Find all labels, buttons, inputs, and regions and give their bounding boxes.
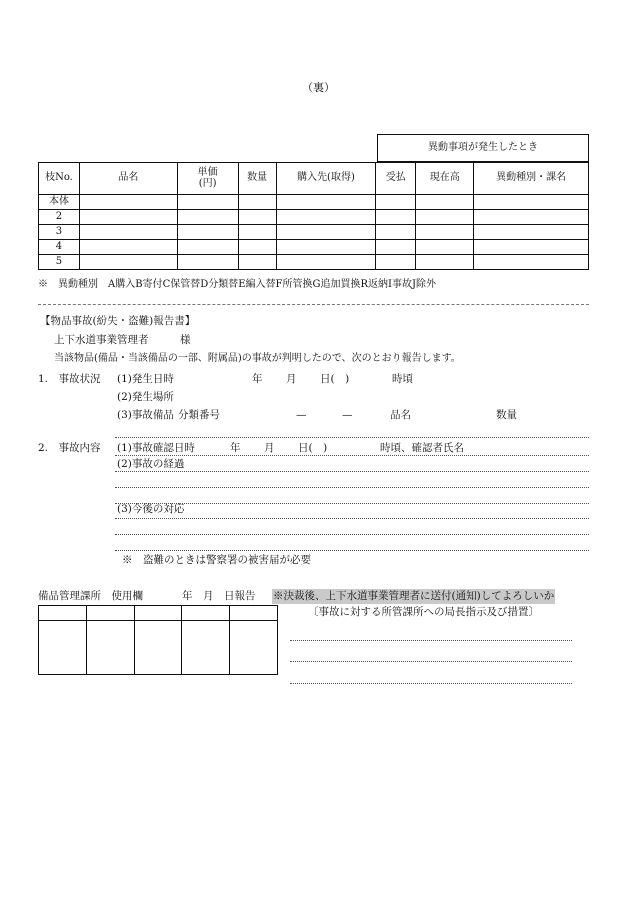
section-divider: [38, 304, 589, 305]
section1-month: 月: [286, 373, 297, 385]
write-line: [115, 534, 589, 535]
table-row: [39, 240, 589, 255]
stamp-header-cell: [182, 606, 230, 621]
asset-register-table: [38, 162, 589, 270]
director-write-line: [290, 661, 572, 662]
section1-qty-label: 数量: [496, 409, 517, 421]
report-intro: 当該物品(備品・当該備品の一部、附属品)の事故が判明したので、次のとおり報告します。: [54, 353, 461, 364]
page-side-label: （裏）: [302, 81, 335, 94]
header-quantity: 数量: [238, 163, 276, 195]
stamp-header-cell: [134, 606, 182, 621]
row-label: 5: [39, 255, 80, 270]
section2-day: 日( ): [298, 442, 328, 454]
section1-label: 1. 事故状況: [38, 373, 101, 385]
stamp-header-cell: [86, 606, 134, 621]
director-write-line: [290, 640, 572, 641]
section1-item3: (3)事故備品: [117, 409, 174, 421]
header-item-name: 品名: [79, 163, 177, 195]
section1-day: 日( ): [320, 373, 350, 385]
header-transfer-type: 異動種別・課名: [474, 163, 589, 195]
class-dash-1: —: [296, 409, 307, 421]
report-title: 【物品事故(紛失・盗難)報告書】: [40, 315, 196, 327]
table-row: [39, 225, 589, 240]
report-addressee: 上下水道事業管理者: [54, 334, 149, 346]
write-line: [115, 503, 589, 504]
section2-year: 年: [230, 442, 241, 454]
section2-time-confirmer: 時頃、確認者氏名: [380, 442, 464, 454]
stamp-cell: [134, 621, 182, 675]
write-line: [115, 518, 589, 519]
director-write-line: [290, 683, 572, 684]
stamp-cell: [230, 621, 278, 675]
section1-time: 時頃: [392, 373, 413, 385]
section1-class-label: 分類番号: [178, 409, 220, 421]
transfer-group-header: 異動事項が発生したとき: [378, 135, 589, 162]
section2-item1: (1)事故確認日時: [117, 442, 195, 454]
header-supplier: 購入先(取得): [276, 163, 376, 195]
section1-divider: [115, 437, 589, 438]
section2-item3: (3)今後の対応: [117, 503, 185, 515]
header-current-stock: 現在高: [416, 163, 474, 195]
stamp-header-cell: [39, 606, 87, 621]
section2-label: 2. 事故内容: [38, 442, 101, 454]
write-line: [115, 471, 589, 472]
stamp-cell: [86, 621, 134, 675]
section2-month: 月: [264, 442, 275, 454]
section1-item2: (2)発生場所: [117, 391, 174, 403]
stamp-header-cell: [230, 606, 278, 621]
write-line: [115, 455, 589, 456]
table-row: [39, 255, 589, 270]
row-label: 4: [39, 240, 80, 255]
report-date-label: 年 月 日報告: [182, 590, 256, 602]
director-note: 〔事故に対する所管課所への局長指示及び措置〕: [308, 606, 539, 618]
section1-item1: (1)発生日時: [117, 373, 174, 385]
stamp-cell: [182, 621, 230, 675]
stamp-box-table: [38, 605, 278, 675]
theft-note: ※ 盗難のときは警察署の被害届が必要: [122, 554, 311, 566]
header-receipt-issue: 受払: [376, 163, 416, 195]
table-row: [39, 195, 589, 210]
stamp-cell: [39, 621, 87, 675]
transfer-type-note: ※ 異動種別 A購入B寄付C保管替D分類替E編入替F所管換G追加買換R返納I事故J除外: [38, 279, 436, 290]
transfer-header-box: [377, 134, 589, 162]
class-dash-2: —: [342, 409, 353, 421]
row-label: 2: [39, 210, 80, 225]
row-label: 本体: [39, 195, 80, 210]
header-unit-price: 単価 (円): [177, 163, 238, 195]
row-label: 3: [39, 225, 80, 240]
section1-name-label: 品名: [390, 409, 411, 421]
approval-note: ※決裁後、上下水道事業管理者に送付(通知)してよろしいか: [273, 590, 555, 602]
section2-item2: (2)事故の経過: [117, 458, 185, 470]
usage-label: 備品管理課所 使用欄: [38, 590, 143, 602]
section1-year: 年: [252, 373, 263, 385]
write-line: [115, 550, 589, 551]
report-addressee-suffix: 様: [180, 334, 191, 346]
write-line: [115, 487, 589, 488]
header-branch-no: 枝No.: [39, 163, 80, 195]
table-row: [39, 210, 589, 225]
